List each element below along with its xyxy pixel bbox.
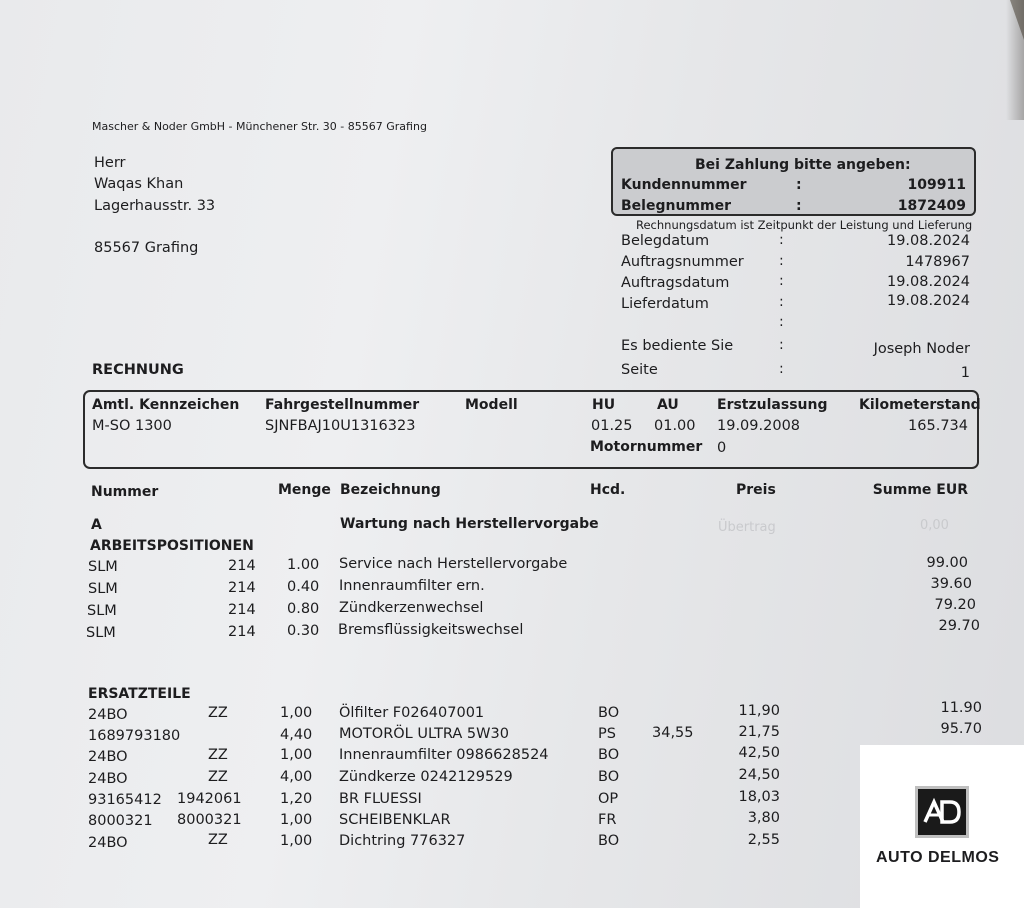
customer-number-colon: : [796,177,802,193]
meta-colon: : [779,314,784,330]
labor-nr: 214 [228,580,256,596]
ghost-text: 0,00 [920,518,949,533]
hu-header: HU [592,397,616,413]
invoice-number-label: Belegnummer [621,198,731,214]
col-price-header: Preis [736,482,776,498]
ad-mark-icon [922,797,962,827]
labor-nr: 214 [228,602,256,618]
section-letter: A [91,517,102,533]
part-hcd: BO [598,833,620,849]
meta-colon: : [779,273,784,289]
labor-nr: 214 [228,558,256,574]
part-code: 24BO [88,749,128,765]
invoice-date-note: Rechnungsdatum ist Zeitpunkt der Leistung und Lieferung [636,218,973,232]
mileage-value: 165.734 [908,418,968,434]
meta-label: Seite [621,362,658,378]
plate-value: M-SO 1300 [92,418,172,434]
section-heading: ARBEITSPOSITIONEN [90,538,254,554]
labor-code: SLM [88,559,118,575]
labor-code: SLM [86,625,116,641]
labor-desc: Zündkerzenwechsel [339,600,484,616]
part-qty: 1,00 [280,705,313,721]
meta-value: 19.08.2024 [886,274,970,290]
labor-desc: Service nach Herstellervorgabe [339,556,568,572]
col-desc-header: Bezeichnung [340,482,441,498]
part-sum: 11.90 [940,700,982,716]
meta-label: Es bediente Sie [621,338,734,354]
meta-label: Belegdatum [621,233,710,249]
part-price: 3,80 [747,810,780,826]
sender-line: Mascher & Noder GmbH - Münchener Str. 30 - 85567 Grafing [92,120,427,133]
part-code2: ZZ [208,769,228,785]
part-hcd: FR [598,812,617,828]
part-qty: 1,00 [280,833,313,849]
col-sum-header: Summe EUR [872,482,968,498]
meta-value: 19.08.2024 [886,233,970,249]
part-code2: ZZ [208,832,228,848]
part-qty: 4,00 [280,769,313,785]
payment-box-title: Bei Zahlung bitte angeben: [695,157,911,173]
meta-value: 1 [960,365,970,381]
vin-header: Fahrgestellnummer [265,397,420,413]
labor-code: SLM [88,581,118,597]
vin-value: SJNFBAJ10U1316323 [265,418,416,434]
auto-delmos-logo [915,786,969,838]
part-desc: Ölfilter F026407001 [339,705,485,721]
ghost-text: Übertrag [718,520,776,535]
invoice-number-colon: : [796,198,802,214]
part-code: 24BO [88,771,128,787]
labor-desc: Innenraumfilter ern. [339,578,485,594]
labor-qty: 0.40 [287,579,320,595]
invoice-number-value: 1872409 [897,198,966,214]
part-desc: SCHEIBENKLAR [339,812,451,828]
registration-value: 19.09.2008 [717,418,801,434]
recipient-name: Waqas Khan [94,176,184,192]
section-title: Wartung nach Herstellervorgabe [340,516,599,532]
labor-sum: 79.20 [934,597,976,613]
col-qty-header: Menge [278,482,331,498]
meta-label: Auftragsdatum [621,275,730,291]
part-code2: 1942061 [177,791,242,807]
model-header: Modell [465,397,518,413]
part-desc: MOTORÖL ULTRA 5W30 [339,726,509,742]
labor-qty: 1.00 [287,557,320,573]
part-hcd: PS [598,726,616,742]
document-title: RECHNUNG [92,362,184,378]
meta-value: Joseph Noder [873,341,970,357]
part-hcd: BO [598,705,620,721]
meta-colon: : [779,232,784,248]
part-price: 42,50 [738,745,780,761]
part-code2: 8000321 [177,812,242,828]
part-code: 1689793180 [88,728,181,744]
plate-header: Amtl. Kennzeichen [92,397,240,413]
part-code2: ZZ [208,747,228,763]
part-qty: 1,00 [280,747,313,763]
meta-colon: : [779,253,784,269]
part-desc: Zündkerze 0242129529 [339,769,513,785]
labor-qty: 0.30 [287,623,320,639]
meta-colon: : [779,294,784,310]
labor-sum: 99.00 [926,555,968,571]
part-qty: 1,00 [280,812,313,828]
parts-heading: ERSATZTEILE [88,686,191,702]
meta-colon: : [779,361,784,377]
part-code2: ZZ [208,705,228,721]
part-price: 21,75 [738,724,780,740]
part-desc: Dichtring 776327 [339,833,466,849]
au-header: AU [657,397,679,413]
part-price: 11,90 [738,703,780,719]
customer-number-value: 109911 [907,177,966,193]
part-hcd: BO [598,747,620,763]
part-unit: 34,55 [652,725,694,741]
engine-value: 0 [717,440,727,456]
part-hcd: OP [598,791,619,807]
au-value: 01.00 [654,418,696,434]
labor-desc: Bremsflüssigkeitswechsel [338,622,524,638]
part-code: 93165412 [88,792,162,808]
part-code: 24BO [88,835,128,851]
engine-label: Motornummer [590,439,703,455]
part-qty: 1,20 [280,791,313,807]
col-number-header: Nummer [91,484,159,500]
customer-number-label: Kundennummer [621,177,747,193]
recipient-salutation: Herr [94,155,126,171]
labor-sum: 39.60 [930,576,972,592]
hu-value: 01.25 [591,418,633,434]
meta-value: 19.08.2024 [886,293,970,309]
labor-code: SLM [87,603,117,619]
part-price: 18,03 [738,789,780,805]
part-qty: 4,40 [280,727,313,743]
paper-shadow [1006,0,1024,120]
part-price: 24,50 [738,767,780,783]
part-sum: 95.70 [940,721,982,737]
mileage-header: Kilometerstand [859,397,981,413]
part-price: 2,55 [747,832,780,848]
part-code: 8000321 [88,813,153,829]
part-desc: Innenraumfilter 0986628524 [339,747,549,763]
meta-colon: : [779,337,784,353]
part-code: 24BO [88,707,128,723]
meta-label: Lieferdatum [621,296,709,312]
meta-value: 1478967 [905,254,970,270]
meta-label: Auftragsnummer [621,254,744,270]
col-hcd-header: Hcd. [590,482,626,498]
labor-sum: 29.70 [938,618,980,634]
labor-qty: 0.80 [287,601,320,617]
part-hcd: BO [598,769,620,785]
recipient-city: 85567 Grafing [94,240,199,256]
part-desc: BR FLUESSI [339,791,422,807]
logo-name: AUTO DELMOS [876,849,1000,866]
recipient-street: Lagerhausstr. 33 [94,198,216,214]
labor-nr: 214 [228,624,256,640]
registration-header: Erstzulassung [717,397,828,413]
